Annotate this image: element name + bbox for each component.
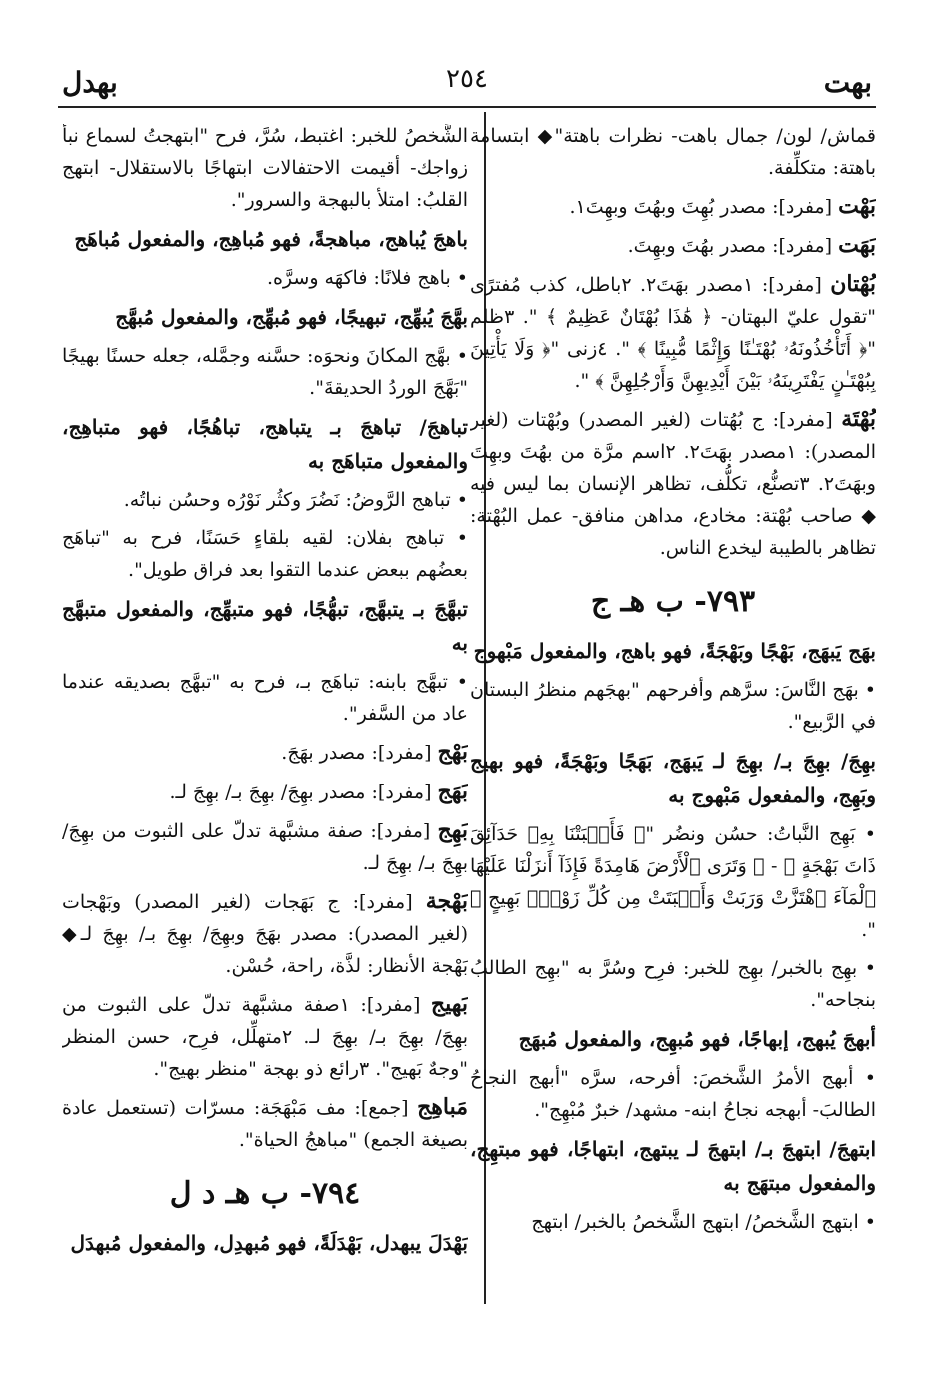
root-heading: ٧٩٤- ب هـ د ل [169,1176,361,1211]
continued-text: الشَّخصُ للخبر: اغتبط، سُرَّ، فرح "ابتهجتُ لسماع نبأ زواجك- أقيمت الاحتفالات ابتهاجًا بالاستقلال- ابتهج القلبُ: امتلأ بالبهجة والسرور". [62,125,468,211]
left-column [62,124,468,1304]
entry-definition: [جمع]: مف مَبْهَجَة: مسرّات (تستعمل عادة بصيغة الجمع) "مباهجُ الحياة". [62,1097,468,1151]
verb-form-line: ابتهجَ/ ابتهجَ بـ/ ابتهجَ لـ يبتهج، ابتهاجًا، فهو مبتهِج، والمفعول مبتهَج به [470,1137,876,1195]
verb-form-line: بهِجَ/ بهِجَ بـ/ بهِجَ لـ يَبهَج، بَهَجًا وبَهْجَةً، فهو بهيج وبَهِج، والمفعول مَبْهوج به [470,749,876,807]
entry-headword: بَهْجة [425,888,468,914]
usage-example: • تباهج بفلان: لقيه بلقاءٍ حَسَنًا، فرح به "تباهَج بعضُهم ببعض عندما التقوا بعد فراق طويل". [62,527,468,581]
entry-definition: [مفرد]: ١صفة مشبَّهة تدلّ على الثبوت من بهِجَ/ بهِجَ بـ/ بهِجَ لـ. ٢متهلِّل، فرِح، حسن المنظر "وجهٌ بَهيج". ٣رائع ذو بهجة "منظر بهيج". [62,994,468,1080]
usage-example: • بهَّج المكانَ ونحوَه: حسَّنه وجمَّله، جعله حسنًا بهيجًا "بَهَّجَ الوردُ الحديقةَ". [62,345,468,399]
entry-definition: [مفرد]: مصدر بهُتَ وبهِتَ. [627,235,839,257]
header-first-word: بهت [823,66,872,99]
verb-form-line: بَهْدَلَ يبهدل، بَهْدَلَةً، فهو مُبهدِل، والمفعول مُبهدَل [70,1231,468,1255]
entry-definition: [مفرد]: صفة مشبَّهة تدلّ على الثبوت من بهِجَ/ بهِجَ بـ/ بهِجَ لـ. [62,820,468,874]
verb-form-line: بهَج يَبهَج، بَهْجًا وبَهْجَةً، فهو باهج، والمفعول مَبْهوج [473,639,876,663]
dictionary-entry [62,885,468,982]
dictionary-entry [62,736,468,769]
dictionary-entry [62,775,468,808]
entry-headword: بُهْتان [830,271,876,297]
usage-example: • بهَج النَّاسَ: سرَّهم وأفرحهم "بهجَهم منظرُ البستان في الرَّبيع". [470,679,876,733]
header-last-word: بهدل [62,66,118,99]
entry-definition: [مفرد]: ج بَهَجات (لغير المصدر) وبَهْجات (لغير المصدر): مصدر بهَجَ وبهِجَ/ بهِجَ بـ/ بهِجَ لـ◆ بَهْجة الأنظار: لذَّة، راحة، حُسْن. [62,891,468,977]
dictionary-entry [470,268,876,397]
usage-example: • أبهج الأمرُ الشَّخصَ: أفرحه، سرَّه "أبهج النجاحُ الطالبَ- أبهجه نجاحُ ابنه- مشهد/ خبرٌ مُبْهِج". [470,1067,876,1121]
dictionary-entry [470,190,876,223]
page-header [58,58,876,108]
entry-headword: بَهَج [437,778,468,804]
entry-headword: بَهْج [437,739,468,765]
entry-definition: [مفرد]: ج بُهُتات (لغير المصدر) وبُهْتات (لغير المصدر): ١مصدر بهَتَ٢. ٢اسم مرَّة من بهُتَ وبهِتَ وبهَتَ٢. ٣تصنُّع، تكلُّف، تظاهر الإنسان بما ليس فيه ◆ صاحب بُهْتة: مخادع، مداهن منافق- عمل البُهْتة: تظاهر بالطيبة ليخدع الناس. [470,409,876,559]
entry-headword: بُهْتَة [841,406,876,432]
entry-definition: [مفرد]: ١مصدر بهَتَ٢. ٢باطل، كذب مُفترًى "تقول عليّ البهتان- ﴿ هَٰذَا بُهْتَانٌ عَظِيمٌ ﴾ ". ٣ظلم "﴿ أَتَأْخُذُونَهُۥ بُهْتَـٰنًا وَإِثْمًا مُّبِينًا ﴾ ". ٤زنى "﴿ وَلَا يَأْتِينَ بِبُهْتَـٰنٍ يَفْتَرِينَهُۥ بَيْنَ أَيْدِيهِنَّ وَأَرْجُلِهِنَّ ﴾ ". [470,274,876,392]
dictionary-entry [470,403,876,564]
verb-form-line: باهجَ يُباهج، مباهجةً، فهو مُباهِج، والمفعول مُباهَج [74,227,468,251]
root-heading: ٧٩٣- ب هـ ج [590,584,756,619]
entry-headword: بَهَت [838,232,876,258]
entry-headword: بَهيج [430,991,468,1017]
dictionary-entry [470,229,876,262]
usage-example: • بهِج بالخبر/ بهِج للخبر: فرِح وسُرَّ به "بهِج الطالبُ بنجاحه". [470,957,876,1011]
usage-example: • بَهِج النَّباتُ: حسُن ونضُر "﴿ فَأَنۢبَتْنَا بِهِۦ حَدَآئِقَ ذَاتَ بَهْجَةٍ ﴾ - ﴿ وَتَرَى ٱلْأَرْضَ هَامِدَةً فَإِذَآ أَنزَلْنَا عَلَيْهَا ٱلْمَآءَ ٱهْتَزَّتْ وَرَبَتْ وَأَنۢبَتَتْ مِن كُلِّ زَوْجٍۭ بَهِيجٍ ﴾ ". [470,823,876,941]
entry-headword: بَهْت [838,193,876,219]
right-column [470,124,876,1304]
page-number: ٢٥٤ [446,64,488,94]
dictionary-entry [62,814,468,879]
verb-form-line: بهَّجَ يُبهِّج، تبهيجًا، فهو مُبهِّج، والمفعول مُبهَّج [115,305,468,329]
verb-form-line: أبهجَ يُبهج، إبهاجًا، فهو مُبهِج، والمفعول مُبهَج [518,1027,876,1051]
usage-example: • تباهج الرَّوضُ: نَضُرَ وكثُر نَوْرُه وحسُن نباتُه. [123,489,468,511]
verb-form-line: تباهجَ/ تباهجَ بـ يتباهج، تباهُجًا، فهو متباهِج، والمفعول متباهَج به [62,415,468,473]
continued-text: قماش/ لون/ جمال باهت- نظرات باهتة"◆ ابتسامة باهتة: متكلِّفة. [470,125,876,179]
usage-example: • تبهَّج بابنه: تباهَج بـ، فرح به "تبهَّج بصديقه عندما عاد من السَّفر". [62,671,468,725]
entry-definition: [مفرد]: مصدر بُهِتَ وبهُتَ وبهِتَ١. [569,196,839,218]
entry-definition: [مفرد]: مصدر بهَجَ. [281,742,438,764]
verb-form-line: تبهَّجَ بـ يتبهَّج، تبهُّجًا، فهو متبهِّج، والمفعول متبهَّج به [62,597,468,655]
entry-definition: [مفرد]: مصدر بهِجَ/ بهِجَ بـ/ بهِجَ لـ. [169,781,438,803]
entry-headword: مَباهِج [417,1094,468,1120]
dictionary-entry [62,988,468,1085]
entry-headword: بَهِج [437,817,468,843]
dictionary-entry [62,1091,468,1156]
usage-example: • باهج فلانًا: فاكهَه وسرَّه. [266,267,468,289]
usage-example: • ابتهج الشَّخصُ/ ابتهج الشَّخصُ بالخبر/ ابتهج [531,1211,876,1233]
